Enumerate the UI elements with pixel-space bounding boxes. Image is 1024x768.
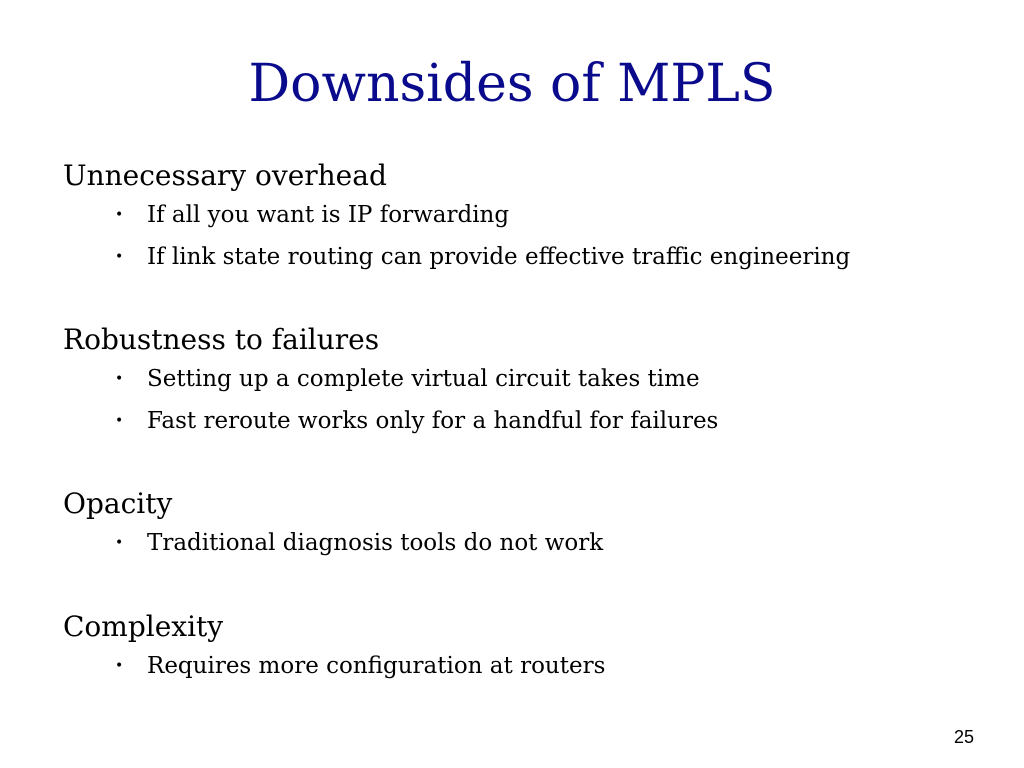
section-unnecessary-overhead bbox=[63, 158, 963, 278]
bullet-item bbox=[63, 400, 963, 442]
section-robustness-to-failures bbox=[63, 322, 963, 442]
bullet-item bbox=[63, 358, 963, 400]
page-number: 25 bbox=[953, 727, 974, 747]
section-heading: Complexity bbox=[63, 610, 224, 643]
bullet-text: Setting up a complete virtual circuit takes time bbox=[147, 366, 700, 392]
section-complexity bbox=[63, 609, 963, 687]
section-opacity bbox=[63, 486, 963, 564]
bullet-text: Fast reroute works only for a handful for failures bbox=[147, 408, 719, 434]
bullet-list bbox=[63, 522, 963, 564]
bullet-list bbox=[63, 645, 963, 687]
bullet-list bbox=[63, 358, 963, 442]
bullet-text: Requires more configuration at routers bbox=[147, 653, 606, 679]
bullet-text: If all you want is IP forwarding bbox=[147, 202, 510, 228]
bullet-dot-icon: • bbox=[115, 249, 124, 265]
bullet-dot-icon: • bbox=[115, 413, 124, 429]
bullet-dot-icon: • bbox=[115, 535, 124, 551]
bullet-item bbox=[63, 522, 963, 564]
bullet-dot-icon: • bbox=[115, 207, 124, 223]
bullet-dot-icon: • bbox=[115, 371, 124, 387]
section-heading: Robustness to failures bbox=[63, 323, 380, 356]
bullet-item bbox=[63, 236, 963, 278]
bullet-list bbox=[63, 194, 963, 278]
bullet-text: Traditional diagnosis tools do not work bbox=[147, 530, 604, 556]
bullet-text: If link state routing can provide effective traffic engineering bbox=[147, 244, 851, 270]
section-heading: Unnecessary overhead bbox=[63, 159, 387, 192]
bullet-item bbox=[63, 194, 963, 236]
slide-title: Downsides of MPLS bbox=[248, 54, 776, 114]
section-heading: Opacity bbox=[63, 487, 173, 520]
bullet-dot-icon: • bbox=[115, 658, 124, 674]
bullet-item bbox=[63, 645, 963, 687]
